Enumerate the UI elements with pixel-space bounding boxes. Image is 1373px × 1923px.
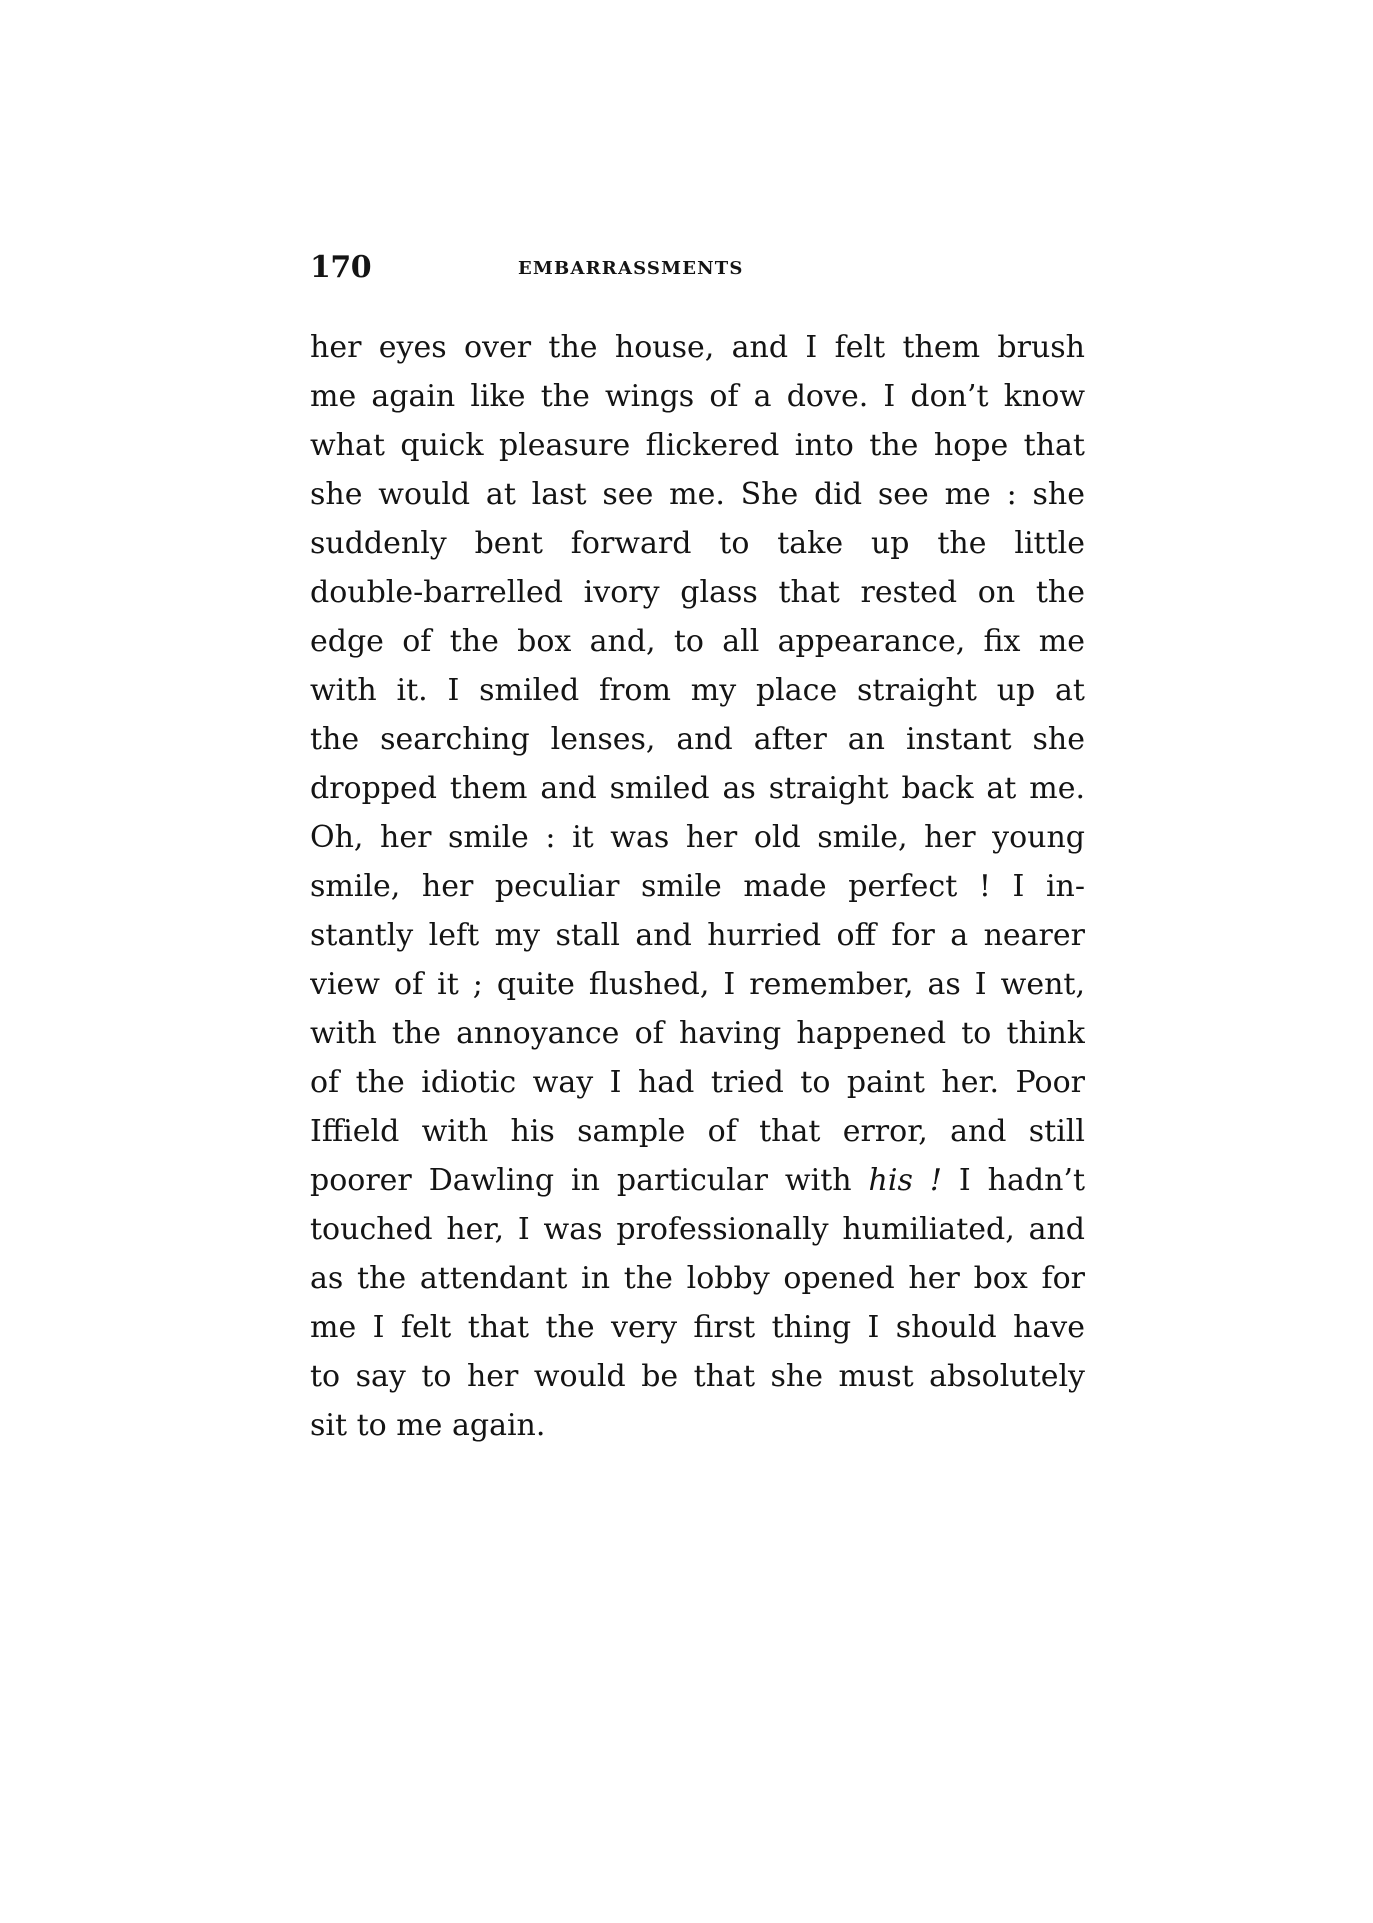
page-header — [310, 248, 1090, 294]
text-line: as the attendant in the lobby opened her box for — [310, 1261, 1085, 1296]
text-segment: I hadn’t — [941, 1163, 1085, 1198]
text-line: double-barrelled ivory glass that rested on the — [310, 575, 1085, 610]
text-line: sit to me again. — [310, 1408, 546, 1443]
text-line: her eyes over the house, and I felt them brush — [310, 330, 1085, 365]
text-line: with the annoyance of having happened to think — [310, 1016, 1085, 1051]
text-line: Oh, her smile : it was her old smile, her young — [310, 820, 1085, 855]
italic-emphasis: his ! — [868, 1163, 942, 1198]
text-line: to say to her would be that she must absolutely — [310, 1359, 1085, 1394]
text-line: smile, her peculiar smile made perfect ! I in- — [310, 869, 1085, 904]
text-line: Iffield with his sample of that error, and still — [310, 1114, 1085, 1149]
text-line: me again like the wings of a dove. I don’t know — [310, 379, 1085, 414]
text-line: stantly left my stall and hurried off for a nearer — [310, 918, 1085, 953]
text-line: suddenly bent forward to take up the little — [310, 526, 1085, 561]
text-line: edge of the box and, to all appearance, fix me — [310, 624, 1085, 659]
text-line: touched her, I was professionally humiliated, and — [310, 1212, 1085, 1247]
running-title: EMBARRASSMENTS — [518, 258, 744, 279]
text-line: me I felt that the very first thing I should have — [310, 1310, 1085, 1345]
text-line: the searching lenses, and after an instant she — [310, 722, 1085, 757]
text-line: what quick pleasure flickered into the hope that — [310, 428, 1085, 463]
text-segment: poorer Dawling in particular with — [310, 1163, 869, 1198]
text-line-with-italic — [310, 1156, 1085, 1205]
page-number: 170 — [310, 250, 372, 285]
text-line: she would at last see me. She did see me : she — [310, 477, 1085, 512]
text-line: with it. I smiled from my place straight up at — [310, 673, 1085, 708]
body-text — [310, 323, 1085, 1450]
text-line: of the idiotic way I had tried to paint her. Poor — [310, 1065, 1085, 1100]
text-line: dropped them and smiled as straight back at me. — [310, 771, 1085, 806]
text-line: view of it ; quite flushed, I remember, as I went, — [310, 967, 1085, 1002]
